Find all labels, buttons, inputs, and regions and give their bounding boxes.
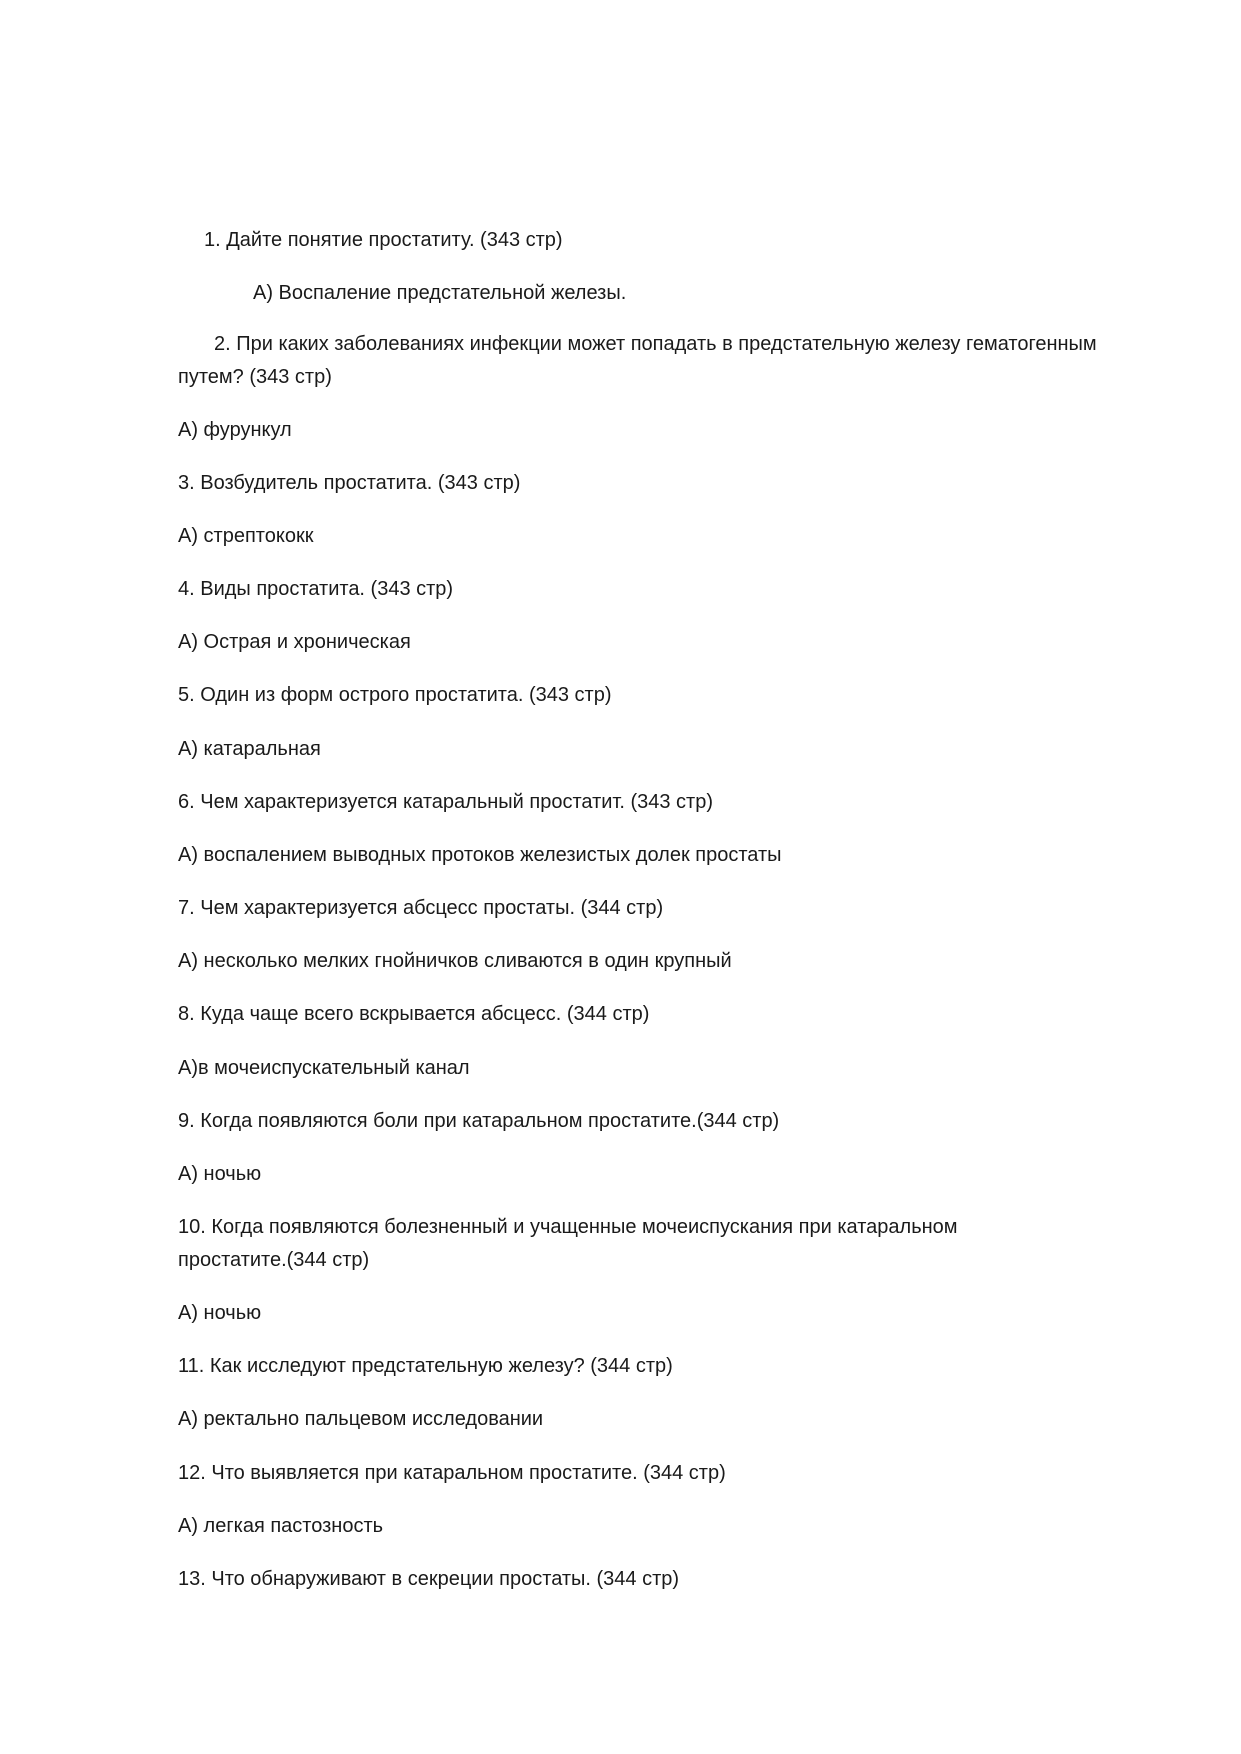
answer-11: А) ректально пальцевом исследовании xyxy=(178,1408,544,1430)
question-9: 9. Когда появляются боли при катаральном простатите.(344 стр) xyxy=(178,1110,780,1132)
answer-12: А) легкая пастозность xyxy=(178,1515,384,1537)
question-2-line-2: путем? (343 стр) xyxy=(178,366,332,388)
question-11: 11. Как исследуют предстательную железу? (344 стр) xyxy=(178,1355,673,1377)
question-10-line-1: 10. Когда появляются болезненный и учащенные мочеиспускания при катаральном xyxy=(178,1216,958,1238)
answer-10: А) ночью xyxy=(178,1302,262,1324)
answer-6: А) воспалением выводных протоков железистых долек простаты xyxy=(178,844,782,866)
question-8: 8. Куда чаще всего вскрывается абсцесс. (344 стр) xyxy=(178,1003,650,1025)
answer-9: А) ночью xyxy=(178,1163,262,1185)
question-2-line-1: 2. При каких заболеваниях инфекции может попадать в предстательную железу гематогенным xyxy=(214,333,1097,355)
question-7: 7. Чем характеризуется абсцесс простаты. (344 стр) xyxy=(178,897,664,919)
question-3: 3. Возбудитель простатита. (343 стр) xyxy=(178,472,521,494)
question-12: 12. Что выявляется при катаральном простатите. (344 стр) xyxy=(178,1462,726,1484)
answer-8: А)в мочеиспускательный канал xyxy=(178,1057,470,1079)
answer-5: А) катаральная xyxy=(178,738,321,760)
question-5: 5. Один из форм острого простатита. (343 стр) xyxy=(178,684,612,706)
question-1: 1. Дайте понятие простатиту. (343 стр) xyxy=(204,229,563,251)
question-4: 4. Виды простатита. (343 стр) xyxy=(178,578,454,600)
answer-2: А) фурункул xyxy=(178,419,292,441)
answer-1: А) Воспаление предстательной железы. xyxy=(253,282,627,304)
question-13: 13. Что обнаруживают в секреции простаты. (344 стр) xyxy=(178,1568,680,1590)
question-10-line-2: простатите.(344 стр) xyxy=(178,1249,370,1271)
question-6: 6. Чем характеризуется катаральный простатит. (343 стр) xyxy=(178,791,713,813)
answer-3: А) стрептококк xyxy=(178,525,314,547)
answer-4: А) Острая и хроническая xyxy=(178,631,411,653)
answer-7: А) несколько мелких гнойничков сливаются в один крупный xyxy=(178,950,732,972)
